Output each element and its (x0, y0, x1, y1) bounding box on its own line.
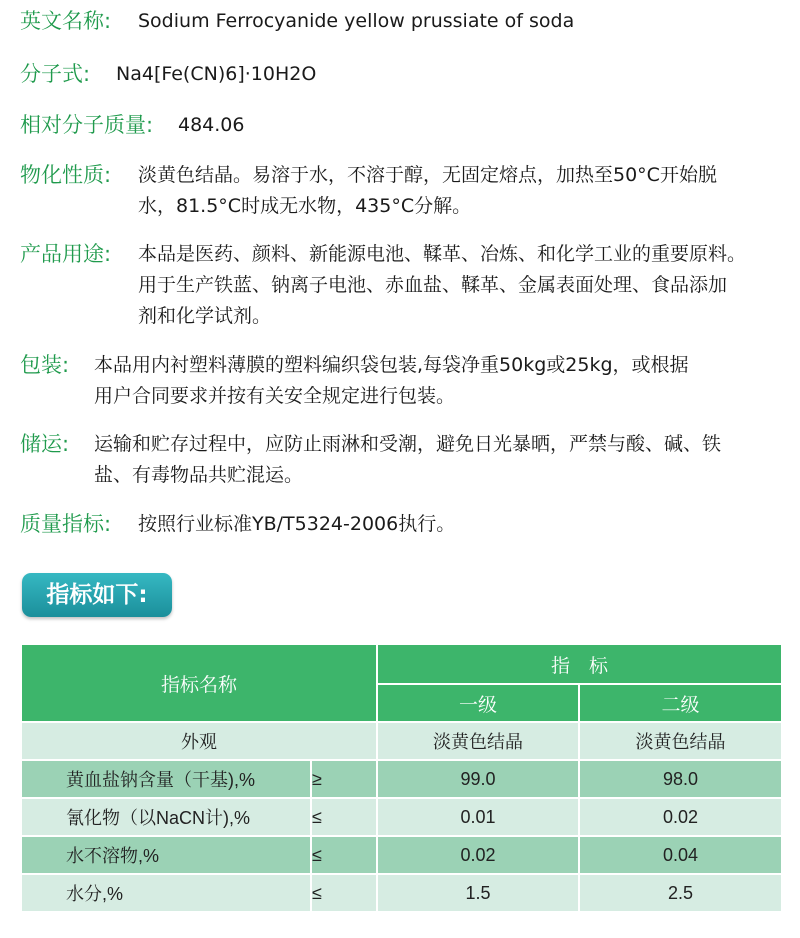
row-name: 水分,% (21, 874, 311, 912)
table-row (21, 722, 782, 760)
property-label: 包装: (20, 353, 70, 377)
cell-grade-2: 0.02 (579, 798, 782, 836)
row-name: 水不溶物,% (21, 836, 311, 874)
cell-grade-1: 99.0 (377, 760, 579, 798)
property-value-line: 按照行业标准YB/T5324-2006执行。 (138, 513, 456, 535)
row-operator: ≥ (311, 760, 377, 798)
property-value-line: 剂和化学试剂。 (138, 305, 272, 327)
property-label: 分子式: (20, 62, 91, 86)
property-value-line: 淡黄色结晶。易溶于水，不溶于醇，无固定熔点，加热至50°C开始脱 (138, 164, 717, 186)
header-spec-name: 指标名称 (21, 644, 377, 722)
table-row (21, 836, 782, 874)
property-quality-standard (20, 509, 786, 540)
property-label: 产品用途: (20, 242, 112, 266)
property-molecular-weight (20, 110, 786, 141)
table-header-row (21, 644, 782, 684)
header-grade-2: 二级 (579, 684, 782, 722)
cell-grade-1: 淡黄色结晶 (377, 722, 579, 760)
spec-section-banner: 指标如下: (22, 573, 172, 617)
property-usage (20, 239, 786, 332)
row-operator: ≤ (311, 874, 377, 912)
property-value-line: 盐、有毒物品共贮混运。 (94, 464, 304, 486)
property-value-line: 运输和贮存过程中，应防止雨淋和受潮，避免日光暴晒，严禁与酸、碱、铁 (94, 433, 722, 455)
property-english-name (20, 6, 786, 37)
property-value-line: 本品是医药、颜料、新能源电池、鞣革、冶炼、和化学工业的重要原料。 (138, 243, 747, 265)
property-formula (20, 59, 786, 90)
row-name-appearance: 外观 (21, 722, 377, 760)
property-value-line: 水，81.5°C时成无水物，435°C分解。 (138, 195, 472, 217)
header-spec-value: 指 标 (377, 644, 782, 684)
cell-grade-1: 0.01 (377, 798, 579, 836)
property-value-line: Sodium Ferrocyanide yellow prussiate of soda (138, 10, 575, 32)
row-name: 氰化物（以NaCN计),% (21, 798, 311, 836)
property-label: 物化性质: (20, 163, 112, 187)
cell-grade-1: 1.5 (377, 874, 579, 912)
table-row (21, 760, 782, 798)
property-packaging (20, 350, 786, 412)
cell-grade-2: 淡黄色结晶 (579, 722, 782, 760)
property-value-line: 用户合同要求并按有关安全规定进行包装。 (94, 385, 456, 407)
header-grade-1: 一级 (377, 684, 579, 722)
property-label: 英文名称: (20, 9, 112, 33)
property-storage (20, 429, 786, 491)
row-operator: ≤ (311, 836, 377, 874)
cell-grade-2: 2.5 (579, 874, 782, 912)
property-label: 储运: (20, 432, 70, 456)
property-value-line: Na4[Fe(CN)6]·10H2O (116, 63, 317, 85)
table-row (21, 798, 782, 836)
property-physicochemical (20, 160, 786, 222)
property-label: 质量指标: (20, 512, 112, 536)
table-row (21, 874, 782, 912)
cell-grade-2: 98.0 (579, 760, 782, 798)
property-value-line: 484.06 (178, 114, 245, 136)
spec-table (20, 643, 783, 913)
row-name: 黄血盐钠含量（干基),% (21, 760, 311, 798)
cell-grade-1: 0.02 (377, 836, 579, 874)
cell-grade-2: 0.04 (579, 836, 782, 874)
row-operator: ≤ (311, 798, 377, 836)
property-value-line: 用于生产铁蓝、钠离子电池、赤血盐、鞣革、金属表面处理、食品添加 (138, 274, 728, 296)
property-value-line: 本品用内衬塑料薄膜的塑料编织袋包装,每袋净重50kg或25kg，或根据 (94, 354, 689, 376)
property-label: 相对分子质量: (20, 113, 154, 137)
